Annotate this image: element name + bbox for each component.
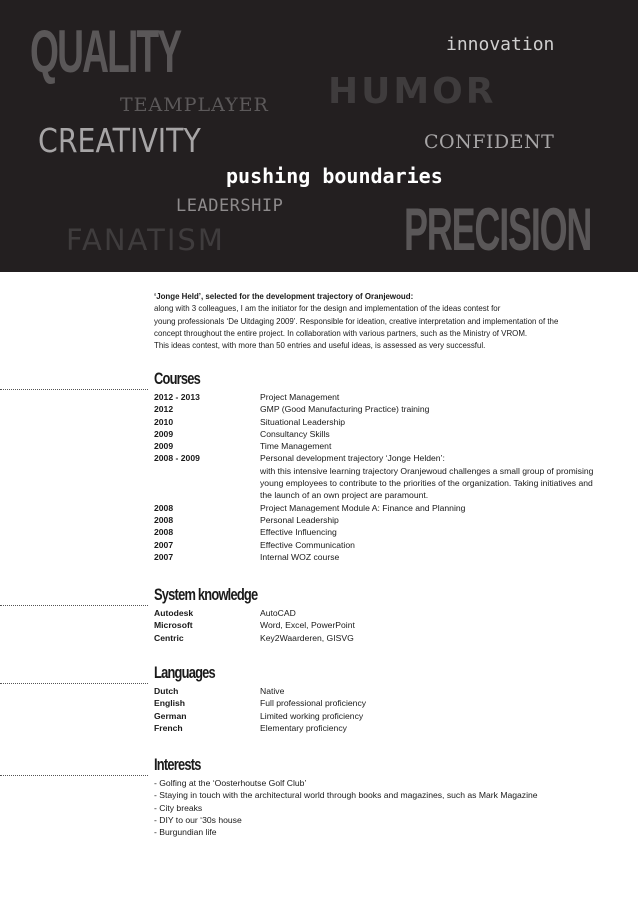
section-title-system-knowledge: System knowledge [154, 586, 258, 604]
courses-section [154, 370, 594, 563]
courses-row [154, 551, 594, 563]
languages-row [154, 685, 594, 697]
languages-row-value-line: Full professional proficiency [260, 698, 367, 709]
intro-lines [154, 302, 583, 351]
word-precision: PRECISION [404, 196, 592, 263]
courses-row [154, 428, 594, 440]
languages-row [154, 722, 594, 734]
courses-row [154, 440, 594, 452]
interest-item: - City breaks [154, 802, 203, 813]
courses-row-value-line: with this intensive learning trajectory Oranjewoud challenges a small group of promising [260, 465, 594, 476]
courses-row-key: 2012 - 2013 [154, 392, 200, 402]
courses-row-value [260, 416, 594, 428]
intro-line: along with 3 colleagues, I am the initiator for the design and implementation of the ideas contest for [154, 303, 501, 314]
word-humor: HUMOR [328, 71, 497, 112]
interests-list [154, 777, 594, 838]
languages-row-key: English [154, 698, 186, 709]
courses-row-key: 2007 [154, 539, 174, 550]
courses-row [154, 539, 594, 551]
courses-row [154, 452, 594, 501]
courses-row-key: 2010 [154, 416, 174, 427]
courses-row-value-line: young employees to contribute to the priorities of the organization. Taking initiatives and [260, 478, 593, 489]
courses-row [154, 526, 594, 538]
courses-row [154, 502, 594, 514]
courses-row [154, 416, 594, 428]
intro-line: young professionals ‘De Uitdaging 2009’. Responsible for ideation, creative interpretation and implementation of the [154, 315, 559, 326]
section-divider [0, 775, 148, 776]
intro-text [154, 290, 583, 351]
courses-row-value-line: Time Management [260, 441, 332, 452]
courses-row-value-line: Project Management Module A: Finance and Planning [260, 502, 466, 513]
system-knowledge-list [154, 607, 594, 644]
system-row-value-line: AutoCAD [260, 608, 296, 618]
word-teamplayer: TEAMPLAYER [120, 94, 269, 116]
courses-row [154, 403, 594, 415]
languages-row-value-line: Native [260, 686, 285, 696]
courses-row-value-line: Internal WOZ course [260, 551, 340, 562]
system-row-key: Autodesk [154, 608, 194, 618]
header-word-cloud [0, 0, 638, 272]
courses-row-value-line: Personal development trajectory ‘Jonge Helden’: [260, 453, 445, 464]
section-title-courses: Courses [154, 370, 201, 388]
system-row-value [260, 632, 594, 644]
word-pushing-boundaries: pushing boundaries [226, 164, 443, 188]
interest-item: - Burgundian life [154, 827, 217, 838]
system-row [154, 607, 594, 619]
section-divider [0, 605, 148, 606]
courses-row-value-line: the launch of an own project are paramount. [260, 490, 429, 501]
languages-list [154, 685, 594, 734]
system-row-value-line: Word, Excel, PowerPoint [260, 620, 355, 631]
languages-row-value-line: Limited working proficiency [260, 710, 364, 721]
system-row-value-line: Key2Waarderen, GISVG [260, 632, 354, 643]
courses-row [154, 391, 594, 403]
system-row-value [260, 607, 594, 619]
courses-row-value [260, 428, 594, 440]
courses-row-value-line: Personal Leadership [260, 514, 339, 525]
courses-row-value [260, 452, 594, 501]
courses-row-value [260, 502, 594, 514]
system-row-key: Centric [154, 632, 184, 643]
courses-row-key: 2008 [154, 527, 174, 538]
word-fanatism: FANATISM [66, 223, 225, 257]
intro-line: This ideas contest, with more than 50 entries and useful ideas, is assessed as very successful. [154, 340, 486, 351]
courses-row-value [260, 526, 594, 538]
system-row-value [260, 619, 594, 631]
courses-row-key: 2007 [154, 551, 174, 562]
word-confident: CONFIDENT [424, 131, 555, 153]
courses-list [154, 391, 594, 563]
interest-item: - DIY to our ‘30s house [154, 814, 242, 825]
languages-row-value [260, 697, 594, 709]
system-row [154, 632, 594, 644]
word-creativity: CREATIVITY [38, 121, 201, 160]
courses-row-key: 2012 [154, 404, 174, 415]
word-quality: QUALITY [30, 18, 181, 85]
courses-row-value-line: Situational Leadership [260, 416, 346, 427]
system-row [154, 619, 594, 631]
courses-row-key: 2009 [154, 428, 174, 439]
interests-section [154, 756, 594, 838]
courses-row-value-line: Consultancy Skills [260, 428, 330, 439]
section-title-interests: Interests [154, 756, 201, 774]
courses-row-value [260, 391, 594, 403]
intro-title: ‘Jonge Held’, selected for the development trajectory of Oranjewoud: [154, 291, 414, 301]
section-divider [0, 389, 148, 390]
languages-row-key: Dutch [154, 686, 179, 696]
intro-line: concept throughout the entire project. In collaboration with various partners, such as the Ministry of VROM. [154, 327, 528, 338]
intro-block [154, 290, 584, 351]
languages-row [154, 710, 594, 722]
courses-row-value-line: Effective Influencing [260, 527, 337, 538]
courses-row-key: 2009 [154, 441, 174, 452]
courses-row-value [260, 440, 594, 452]
interest-item: - Staying in touch with the architectural world through books and magazines, such as Mark Magazine [154, 790, 538, 801]
section-title-languages: Languages [154, 664, 215, 682]
languages-section [154, 664, 594, 734]
courses-row-value [260, 403, 594, 415]
courses-row-value-line: Project Management [260, 392, 340, 402]
interest-item: - Golfing at the ‘Oosterhoutse Golf Club’ [154, 778, 307, 788]
languages-row [154, 697, 594, 709]
languages-row-value-line: Elementary proficiency [260, 722, 347, 733]
word-innovation: innovation [446, 34, 555, 55]
languages-row-key: German [154, 710, 187, 721]
languages-row-key: French [154, 722, 183, 733]
system-knowledge-section [154, 586, 594, 644]
system-row-key: Microsoft [154, 620, 193, 631]
languages-row-value [260, 685, 594, 697]
section-divider [0, 683, 148, 684]
courses-row-value [260, 514, 594, 526]
courses-row-value [260, 551, 594, 563]
courses-row-key: 2008 [154, 514, 174, 525]
courses-row-value [260, 539, 594, 551]
courses-row-value-line: Effective Communication [260, 539, 355, 550]
word-leadership: LEADERSHIP [176, 196, 284, 216]
courses-row-value-line: GMP (Good Manufacturing Practice) training [260, 404, 430, 415]
courses-row-key: 2008 [154, 502, 174, 513]
courses-row [154, 514, 594, 526]
courses-row-key: 2008 - 2009 [154, 453, 200, 464]
languages-row-value [260, 722, 594, 734]
languages-row-value [260, 710, 594, 722]
